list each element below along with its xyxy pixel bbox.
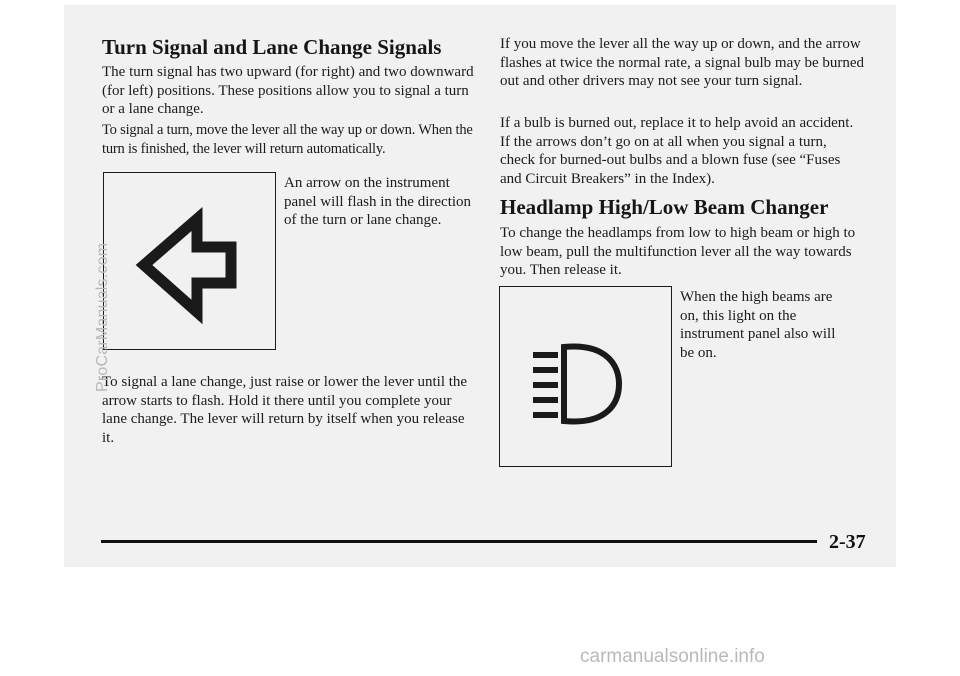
headlamp-beam-heading: Headlamp High/Low Beam Changer — [500, 195, 829, 219]
turn-signal-heading: Turn Signal and Lane Change Signals — [102, 35, 442, 59]
turn-arrow-figure — [103, 172, 276, 350]
turn-arrow-caption: An arrow on the instrument panel will flash in the direction of the turn or lane change. — [284, 175, 472, 228]
page-number: 2-37 — [829, 531, 866, 553]
side-watermark: ProCarManuals.com — [94, 242, 111, 392]
high-beam-figure — [499, 286, 672, 467]
turn-signal-intro-paragraph: The turn signal has two upward (for right) and two downward (for left) positions. These positions allow you to signal a turn or a lane change. — [102, 64, 474, 117]
burned-out-bulb-paragraph: If a bulb is burned out, replace it to help avoid an accident. If the arrows don’t go on at all when you signal a turn, check for burned-out bulbs and a blown fuse (see “Fuses and Circuit Breakers” in the Index). — [500, 115, 854, 187]
high-beam-icon — [500, 287, 670, 465]
fast-flash-paragraph: If you move the lever all the way up or down, and the arrow flashes at twice the normal rate, a signal bulb may be burned out and other drivers may not see your turn signal. — [500, 36, 865, 89]
turn-signal-instructions-paragraph: To signal a turn, move the lever all the way up or down. When the turn is finished, the lever will return automatically. — [102, 122, 473, 157]
footer-rule — [101, 540, 817, 543]
beam-change-paragraph: To change the headlamps from low to high beam or high to low beam, pull the multifunction lever all the way towards you. Then release it. — [500, 225, 856, 278]
left-arrow-icon — [104, 173, 274, 348]
bottom-watermark: carmanualsonline.info — [580, 646, 765, 667]
high-beam-caption: When the high beams are on, this light on the instrument panel also will be on. — [680, 289, 836, 361]
lane-change-paragraph: To signal a lane change, just raise or lower the lever until the arrow starts to flash. Hold it there until you complete your lane change. The lever will return by itself when you release it. — [102, 374, 468, 446]
